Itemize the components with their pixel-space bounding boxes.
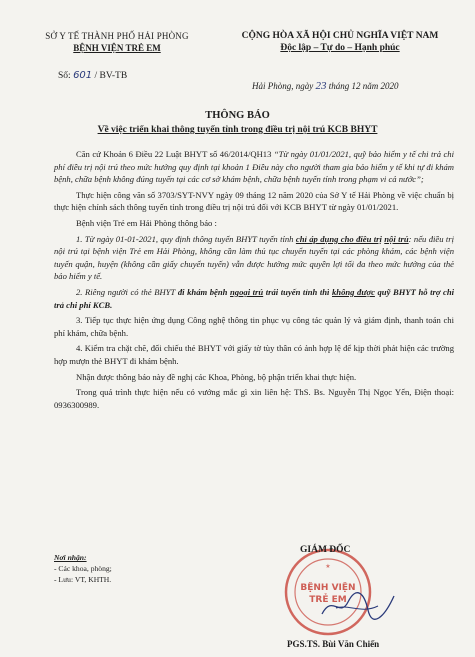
recipient-item: - Lưu: VT, KHTH. (54, 575, 112, 584)
item-1-c: nội trú (384, 233, 409, 244)
paragraph-implementation: Thực hiện công văn số 3703/SYT-NVY ngày 09 tháng 12 năm 2020 của Sở Y tế Hải Phòng về việc chuẩn bị thực hiện chính sách thông tuyến tỉnh trong điều trị nội trú đối với KCB BHYT từ ngày 01/01/2021. (54, 189, 454, 213)
paragraph-request: Nhận được thông báo này đề nghị các Khoa, Phòng, bộ phận triển khai thực hiện. (76, 371, 357, 382)
item-2-f: quỹ BHYT hỗ trợ chi trả chi phí KCB. (54, 286, 455, 310)
paragraph-contact: Trong quá trình thực hiện nếu có vướng mắc gì xin liên hệ: ThS. Bs. Nguyễn Thị Ngọc Yến, Điện thoại: 0936300989. (54, 387, 454, 410)
legal-basis-quote: “Từ ngày 01/01/2021, quỹ bảo hiểm y tế chi trả chi phí điều trị nội trú theo mức hưởng quy định tại khoản 1 Điều này cho người tham gia bảo hiểm y tế khi tự đi khám bệnh, chữa bệnh không đúng tuyến tại các cơ sở khám bệnh, chữa bệnh tuyến tỉnh trong phạm vi cả nước”; (54, 149, 454, 185)
date-day: 23 (315, 80, 327, 92)
number-value: 601 (73, 70, 93, 81)
date-prefix: Hải Phòng, ngày (252, 81, 314, 91)
stamp-text-line-2: TRẺ EM (309, 595, 347, 605)
nation-name: CỘNG HÒA XÃ HỘI CHỦ NGHĨA VIỆT NAM (241, 31, 439, 41)
hospital-name: BỆNH VIỆN TRẺ EM (73, 43, 161, 53)
svg-text:★: ★ (325, 563, 331, 570)
recipients-block (54, 552, 112, 585)
document-number (58, 70, 127, 82)
motto: Độc lập – Tự do – Hạnh phúc (280, 43, 400, 53)
item-2-e: không được (332, 286, 375, 297)
document-title: THÔNG BÁO (205, 110, 270, 121)
item-2-b: đi khám bệnh (177, 286, 228, 297)
document-subtitle (0, 125, 475, 135)
nation-header (222, 30, 458, 54)
item-2-a: 2. Riêng người có thẻ BHYT (76, 286, 176, 297)
item-1-b: chỉ áp dụng cho điều trị (295, 233, 382, 244)
document-body (54, 148, 454, 414)
number-suffix: / BV-TB (94, 71, 128, 81)
legal-basis-ref: Căn cứ Khoản 6 Điều 22 Luật BHYT số 46/2014/QH13 (76, 149, 272, 159)
signer-name: PGS.TS. Bùi Văn Chiến (287, 639, 380, 649)
agency-name: SỞ Y TẾ THÀNH PHỐ HẢI PHÒNG (45, 31, 189, 41)
handwritten-signature (318, 588, 398, 624)
issuer-header (22, 30, 212, 81)
item-2-d: trái tuyến tỉnh thì (265, 286, 330, 297)
paragraph-item-4: 4. Kiểm tra chặt chẽ, đối chiếu thẻ BHYT với giấy tờ tùy thân có ảnh hợp lệ để kịp thời phát hiện các trường hợp mượn thẻ BHYT đi khám bệnh. (54, 343, 454, 366)
item-1-d: : nếu điều trị nội trú tại bệnh viện Trẻ em Hải Phòng, không cần làm thủ tục chuyển tuyến tại các phòng khám, các bệnh viện tuyến quận, huyện (không cần giấy chuyển tuyến) vẫn được hưởng mức quyền lợi tối đa theo mức hưởng của thẻ bảo hiểm y tế. (54, 233, 455, 282)
paragraph-item-3: 3. Tiếp tục thực hiện ứng dụng Công nghệ thông tin phục vụ công tác quản lý và giám định, thanh toán chi phí khám, chữa bệnh. (54, 315, 454, 338)
item-2-c: ngoại trú (230, 286, 264, 297)
paragraph-legal-basis (54, 148, 454, 186)
subtitle-text: Về việc triển khai thông tuyến tỉnh trong điều trị nội trú KCB BHYT (97, 125, 378, 135)
stamp-text-line-1: BỆNH VIỆN (300, 583, 356, 593)
number-prefix: Số: (58, 71, 71, 81)
date-suffix: tháng 12 năm 2020 (328, 81, 399, 91)
recipients-heading: Nơi nhận: (54, 553, 87, 562)
paragraph-item-2 (54, 286, 454, 311)
recipient-item: - Các khoa, phòng; (54, 564, 112, 573)
signer-role: GIÁM ĐỐC (300, 545, 351, 555)
paragraph-announcement: Bệnh viện Trẻ em Hải Phòng thông báo : (76, 217, 217, 228)
document-date (252, 80, 399, 92)
item-1-a: 1. Từ ngày 01-01-2021, quy định thông tuyến BHYT tuyến tỉnh (76, 233, 294, 244)
paragraph-item-1 (54, 233, 454, 283)
